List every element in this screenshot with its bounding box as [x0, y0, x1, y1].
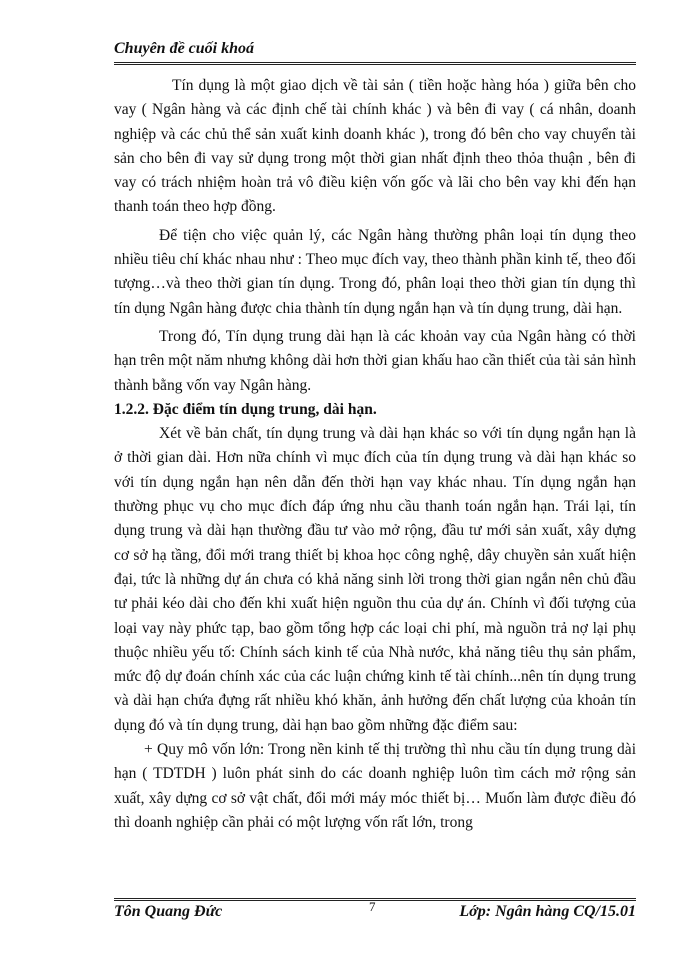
- paragraph-characteristics: Xét về bản chất, tín dụng trung và dài hạn khác so với tín dụng ngắn hạn là ở thời gian dài. Hơn nữa chính vì mục đích của tín dụng trung và dài hạn khác so với tín dụng ngắn hạn nên dẫn đến thời hạn vay khác nhau. Tín dụng ngắn hạn thường phục vụ cho mục đích đáp ứng nhu cầu thanh toán ngắn hạn. Trái lại, tín dụng trung và dài hạn thường đầu tư vào mở rộng, đầu tư mới sản xuất, xây dựng cơ sở hạ tầng, đổi mới trang thiết bị khoa học công nghệ, dây chuyền sản xuất hiện đại, tức là những dự án chưa có khả năng sinh lời trong thời gian ngắn nên chủ đầu tư phải kéo dài cho đến khi xuất hiện nguồn thu của dự án. Chính vì đối tượng của loại vay này phức tạp, bao gồm tổng hợp các loại chi phí, mà nguồn trả nợ lại phụ thuộc nhiều yếu tố: Chính sách kinh tế của Nhà nước, khả năng tiêu thụ sản phẩm, mức độ dự đoán chính xác của các luận chứng kinh tế tài chính...nên tín dụng trung và dài hạn chứa đựng rất nhiều khó khăn, ảnh hưởng đến chất lượng của khoản tín dụng đó và tín dụng trung, dài hạn bao gồm những đặc điểm sau:: [114, 425, 636, 734]
- paragraph-credit-classification: Để tiện cho việc quản lý, các Ngân hàng thường phân loại tín dụng theo nhiều tiêu chí khác nhau như : Theo mục đích vay, theo thành phần kinh tế, theo đối tượng…và theo thời gian tín dụng. Trong đó, phân loại theo thời gian tín dụng thì tín dụng Ngân hàng được chia thành tín dụng ngắn hạn và tín dụng trung, dài hạn.: [114, 226, 636, 317]
- footer-author: Tôn Quang Đức: [114, 903, 223, 920]
- document-body: [114, 74, 636, 835]
- page-header-title: Chuyên đề cuối khoá: [114, 40, 255, 57]
- paragraph-long-term-credit: Trong đó, Tín dụng trung dài hạn là các khoản vay của Ngân hàng có thời hạn trên một năm nhưng không dài hơn thời gian khấu hao cần thiết của tài sản hình thành bằng vốn vay Ngân hàng.: [114, 327, 636, 394]
- paragraph-credit-definition: Tín dụng là một giao dịch về tài sản ( tiền hoặc hàng hóa ) giữa bên cho vay ( Ngân hàng và các định chế tài chính khác ) và bên đi vay ( cá nhân, doanh nghiệp và các chủ thể sản xuất kinh doanh khác ), trong đó bên cho vay chuyển tài sản cho bên đi vay sử dụng trong một thời gian nhất định theo thỏa thuận , bên đi vay có trách nhiệm hoàn trả vô điều kiện vốn gốc và lãi cho bên vay khi đến hạn thanh toán theo hợp đồng.: [114, 77, 636, 216]
- header-divider: [114, 62, 636, 65]
- section-heading: 1.2.2. Đặc điểm tín dụng trung, dài hạn.: [114, 400, 377, 418]
- footer-class-label: Lớp: Ngân hàng CQ/15.01: [459, 903, 636, 920]
- bullet-large-capital: + Quy mô vốn lớn: Trong nền kinh tế thị trường thì nhu cầu tín dụng trung dài hạn ( TDTDH ) luôn phát sinh do các doanh nghiệp luôn tìm cách mở rộng sản xuất, xây dựng cơ sở vật chất, đổi mới máy móc thiết bị… Muốn làm được điều đó thì doanh nghiệp cần phải có một lượng vốn rất lớn, trong: [114, 741, 636, 831]
- page-number: 7: [369, 899, 376, 914]
